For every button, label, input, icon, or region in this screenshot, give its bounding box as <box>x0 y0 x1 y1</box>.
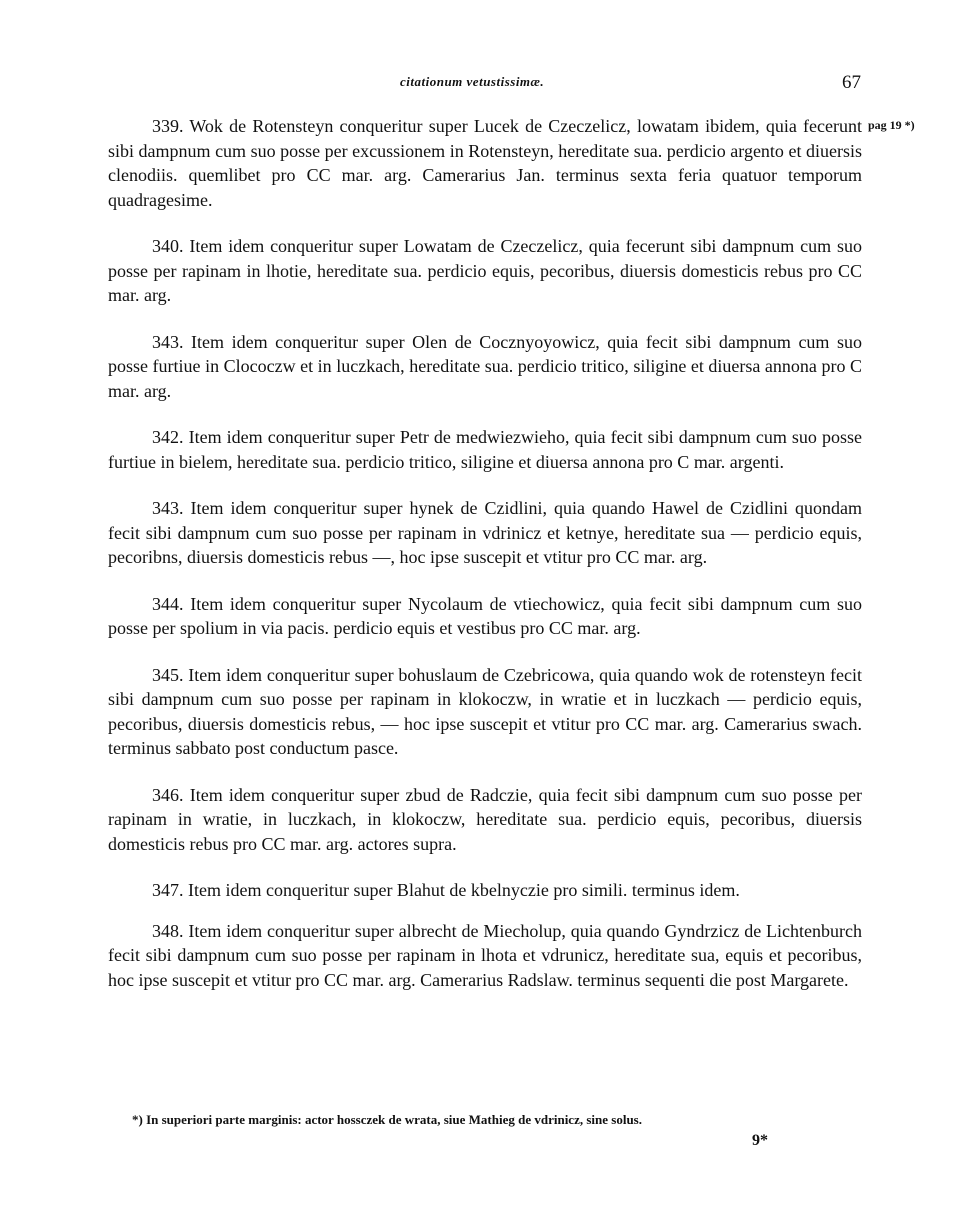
entry-343b: 343. Item idem conqueritur super hynek de Czidlini, quia quando Hawel de Czidlini quondam fecit sibi dampnum cum suo posse per rapinam in vdrinicz et ketnye, hereditate sua — perdicio equis, pecoribns, diuersis domesticis rebus —, hoc ipse suscepit et vtitur pro CC mar. arg. <box>108 498 862 567</box>
entry-347: 347. Item idem conqueritur super Blahut de kbelnyczie pro simili. terminus idem. <box>152 880 740 900</box>
entry-348: 348. Item idem conqueritur super albrecht de Miecholup, quia quando Gyndrzicz de Lichtenburch fecit sibi dampnum cum suo posse per rapinam in lhota et vdrunicz, hereditate sua, equis et pecoribus, hoc ipse suscepit et vtitur pro CC mar. arg. Camerarius Radslaw. terminus sequenti die post Margarete. <box>108 920 862 990</box>
page-number: 67 <box>842 72 861 93</box>
margin-note: pag 19 *) <box>868 118 915 132</box>
entry-343a: 343. Item idem conqueritur super Olen de Cocznyoyowicz, quia fecit sibi dampnum cum suo posse furtiue in Clococzw et in luczkach, hereditate sua. perdicio tritico, siligine et diuersa annona pro C mar. arg. <box>108 331 862 401</box>
signature-mark: 9* <box>752 1132 768 1149</box>
entry-339: 339. Wok de Rotensteyn conqueritur super Lucek de Czeczelicz, lowatam ibidem, quia fecerunt sibi dampnum cum suo posse per excussionem in Rotensteyn, hereditate sua. perdicio argento et diuersis clenodiis. quemlibet pro CC mar. arg. Camerarius Jan. terminus sexta feria quatuor temporum quadragesime. <box>108 116 862 210</box>
entry-340: 340. Item idem conqueritur super Lowatam de Czeczelicz, quia fecerunt sibi dampnum cum suo posse per rapinam in lhotie, hereditate sua. perdicio equis, pecoribus, diuersis domesticis rebus pro CC mar. arg. <box>108 236 862 305</box>
entry-342: 342. Item idem conqueritur super Petr de medwiezwieho, quia fecit sibi dampnum cum suo posse furtiue in bielem, hereditate sua. perdicio tritico, siligine et diuersa annona pro C mar. argenti. <box>108 427 862 472</box>
entry-346: 346. Item idem conqueritur super zbud de Radczie, quia fecit sibi dampnum cum suo posse per rapinam in wratie, in luczkach, in klokoczw, hereditate sua. perdicio equis, pecoribus, diuersis domesticis rebus pro CC mar. arg. actores supra. <box>108 784 862 854</box>
running-title: citationum vetustissimæ. <box>400 74 545 89</box>
entry-345: 345. Item idem conqueritur super bohuslaum de Czebricowa, quia quando wok de rotensteyn fecit sibi dampnum cum suo posse per rapinam in klokoczw, in wratie et in luczkach — perdicio equis, pecoribus, diuersis domesticis rebus, — hoc ipse suscepit et vtitur pro CC mar. arg. Camerarius swach. terminus sabbato post conductum pasce. <box>108 664 862 758</box>
footnote: *) In superiori parte marginis: actor hossczek de wrata, siue Mathieg de vdrinicz, sine solus. <box>132 1112 642 1127</box>
entries-list <box>108 114 862 1014</box>
entry-344: 344. Item idem conqueritur super Nycolaum de vtiechowicz, quia fecit sibi dampnum cum suo posse per spolium in via pacis. perdicio equis et vestibus pro CC mar. arg. <box>108 593 862 638</box>
